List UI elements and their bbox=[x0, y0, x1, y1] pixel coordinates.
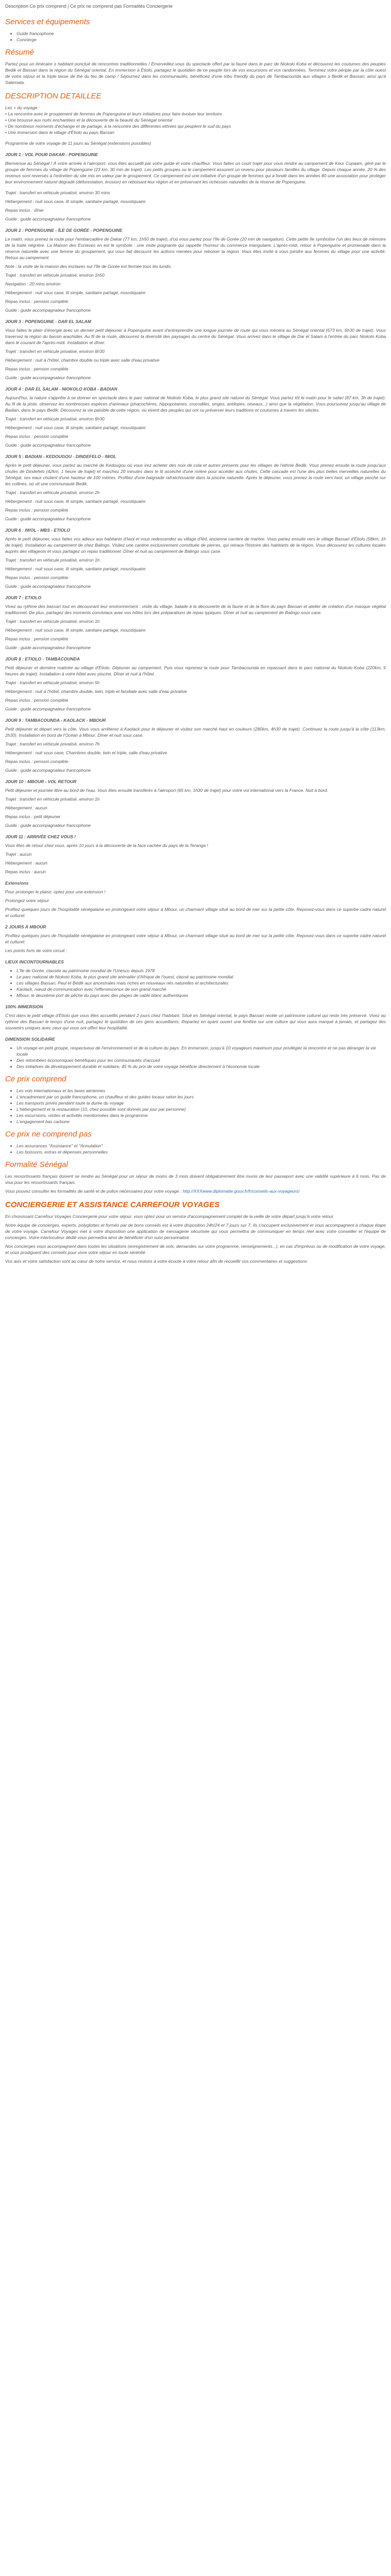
breadcrumb: Description Ce prix comprend | Ce prix ne comprend pas Formalités Conciergerie bbox=[5, 4, 173, 9]
day-text: Petit déjeuner et dernière matinée au village d'Étiolo. Déjeuner au campement. Puis vous reprenez la route pour Tambacounda en repassant dans le parc national du Niokolo Koba (220km, 5 heures de trajet). Installation à votre hôtel avec piscine. Dîner et nuit à l'hôtel. bbox=[5, 665, 386, 676]
list-item: • Des initiatives de développement durable et solidaire, 45 % du prix de votre voyage bénéficie directement à l'économie locale bbox=[17, 1063, 386, 1070]
dimension-title: DIMENSION SOLIDAIRE bbox=[5, 1037, 55, 1042]
day-repas: Repas inclus : aucun bbox=[5, 869, 46, 874]
day-text: Vivez au rythme des bassari tout en découvrant leur environnement : visite du village, balade à la découverte de la faune et de la flore du pays Bassari et atelier de création d'un masque végétal traditionnel. De plus, partagez des moments conviviaux avec vos hôtes lors des préparations de repas typiques. Dîner et nuit au campement de Balingo sous case. bbox=[5, 604, 386, 615]
section-heading-formalite: Formalité Sénégal bbox=[5, 1160, 68, 1169]
day-title: JOUR 11 : ARRIVÉE CHEZ VOUS ! bbox=[5, 834, 76, 839]
lieux-list bbox=[5, 968, 386, 998]
day-text: Vous faites le plein d'énergie avec un dernier petit déjeuner à Popenguine avant d'entreprendre une longue journée de route qui vous mènera au Sénégal oriental (673 km, 6h30 de trajet). Vous traversez la région du bassin arachidier. Au fil de la route, découvrez la diversité des paysages du centre du Sénégal. Vous arrivez dans le village de Dar el Salam à l'entrée du parc Niokolo Koba dans le courant de l'après-midi. Installation et dîner. bbox=[5, 328, 386, 345]
day-repas: Repas inclus : pension complète bbox=[5, 299, 69, 304]
day-title: JOUR 2 : POPENGUINE - ÎLE DE GORÉE - POPENGUINE bbox=[5, 228, 123, 233]
formalite-site-label: Vous pouvez consulter les formalités de santé et de police nécessaires pour votre voyage : bbox=[5, 1189, 183, 1194]
day-hebergement: Hébergement : nuit à l'hôtel, chambre double ou triple avec salle d'eau privative bbox=[5, 358, 160, 363]
description-highlight: • De nombreux moments d'échange et de partage, à la rencontre des différentes ethnies qui peuplent le sud du pays bbox=[5, 124, 231, 129]
strong-points-label: Les points forts de votre circuit : bbox=[5, 948, 67, 953]
day-transport: Trajet : aucun bbox=[5, 852, 32, 857]
beach-text: Profitez quelques jours de l'hospitalité sénégalaise en prolongeant votre séjour à Mbour, un charmant village situé au bord de mer sur la petite côte. Reposez-vous dans ce superbe cadre naturel et culturel. bbox=[5, 933, 386, 944]
day-text: Bienvenue au Sénégal ! À votre arrivée à l'aéroport, vous êtes accueilli par votre guide et votre chauffeur. Vous faites un court trajet pour vous rendre au campement de Keur Cupaam, géré par le groupe de femmes du village de Popenguine (23 km, 30 min de trajet). Les petits groupes ou le campement assurent un revenu pour plusieurs familles du village. Depuis chaque année, 20 % des revenus sont reversés à l'entretien du site mis en valeur par le groupement. Ce campement est une initiative d'un groupe de femmes qui a fondé dans les années 80 une association pour protéger leur environnement naturel dégradé (déforestation, érosion) en reboisant leur région et en préservant les richesses naturelles de la réserve de Popenguine. bbox=[5, 161, 386, 184]
list-item: • L'encadrement par un guide francophone, un chauffeur et des guides locaux selon les jours bbox=[17, 1094, 386, 1100]
day-title: JOUR 1 : VOL POUR DAKAR - POPENGUINE bbox=[5, 152, 98, 157]
day-guide: Guide : guide accompagnateur francophone bbox=[5, 706, 91, 711]
day-repas: Repas inclus : pension complète bbox=[5, 575, 69, 580]
lieux-title: LIEUX INCONTOURNABLES bbox=[5, 959, 64, 964]
day-text: Le matin, vous prenez la route pour l'embarcadère de Dakar (77 km, 1h50 de trajet), d'où vous partez pour l'île de Gorée (20 min de navigation). Cette petite île symbolise l'un des lieux de mémoire de la traite négrière. La Maison des Esclaves en est le symbole : une visite poignante qui rappelle l'horreur du commerce triangulaire. L'après-midi, retour à Popenguine et promenade dans la réserve naturelle avec une femme du groupement, qui vous fait découvrir les actions menées pour reboiser la région. Vous êtes invité à vous joindre aux femmes du village pour une activité. Retour au campement. bbox=[5, 236, 386, 260]
day-repas: Repas inclus : pension complète bbox=[5, 434, 69, 439]
day-transport: Trajet : transfert en véhicule privatisé, environ 6h30 bbox=[5, 416, 105, 421]
day-repas: Repas inclus : dîner bbox=[5, 208, 44, 213]
day-transport: Trajet : transfert en véhicule privatisé, environ 1h50 bbox=[5, 273, 105, 278]
list-item: • Mbour, le deuxième port de pêche du pays avec des plages de sable blanc authentiques bbox=[17, 992, 386, 998]
day-title: JOUR 10 : MBOUR - VOL RETOUR bbox=[5, 779, 77, 784]
formalite-site bbox=[5, 1188, 386, 1194]
formalite-text: Les ressortissants français doivent se rendre au Sénégal pour un séjour de moins de 3 mois doivent obligatoirement être munis de leur passeport avec une validité supérieure à 6 mois. Pas de visa pour les ressortissants français. bbox=[5, 1174, 386, 1185]
list-item: • Le parc national de Niokolo Koba, le plus grand site animalier d'Afrique de l'ouest, classé au patrimoine mondial bbox=[17, 974, 386, 980]
day-title: JOUR 8 : ETIOLO - TAMBACOUNDA bbox=[5, 656, 80, 662]
day-hebergement: Hébergement : nuit sous case, lit simple, sanitaire partagé, moustiquaire bbox=[5, 425, 146, 430]
extensions-label: Prolongez votre séjour bbox=[5, 898, 50, 903]
day-guide: Guide : guide accompagnateur francophone bbox=[5, 375, 91, 380]
list-item: • Les vols internationaux et les taxes aériennes bbox=[17, 1088, 386, 1094]
day-hebergement: Hébergement : nuit sous case, lit simple, sanitaire partagé, moustiquaire bbox=[5, 290, 146, 295]
list-item: • Les villages Bassari, Peul et Bedik aux ancestrales mais riches en nouveaux nés naturelles et architecturales bbox=[17, 980, 386, 986]
conciergerie-paragraph: Nos concierges vous accompagnent dans toutes les situations (enregistrement de vols, demandes sur votre programme, renseignements...), en cas d'imprévus ou de modification de votre voyage, et vous prodiguent des conseils pour vivre votre séjour en toute sérénité. bbox=[5, 1244, 386, 1255]
day-transport: Trajet : transfert en véhicule privatisé, environ 2h bbox=[5, 490, 100, 495]
day-title: JOUR 9 : TAMBACOUNDA - KAOLACK - MBOUR bbox=[5, 718, 106, 723]
day-guide: Guide : guide accompagnateur francophone bbox=[5, 584, 91, 589]
conciergerie-paragraph: Vos avis et votre satisfaction sont au cœur de notre service, et nous restons à votre écoute à votre retour afin de recueillir vos commentaires et suggestions. bbox=[5, 1259, 308, 1264]
visa-link[interactable]: http://XXXwww.diplomatie.gouv.fr/fr/conseils-aux-voyageurs/ bbox=[183, 1189, 300, 1194]
section-heading-resume: Résumé bbox=[5, 48, 34, 57]
day-hebergement: Hébergement : nuit sous case, lit simple, sanitaire partagé, moustiquaire bbox=[5, 628, 146, 633]
day-title: JOUR 5 : BADIAN - KEDOUGOU - DINDEFELO - IWOL bbox=[5, 454, 117, 459]
day-hebergement: Hébergement : nuit sous case, lit simple, sanitaire partagé, moustiquaire bbox=[5, 199, 146, 204]
day-transport: Trajet : transfert en véhicule privatisé, environ 1h bbox=[5, 619, 100, 624]
beach-title: 2 JOURS À MBOUR bbox=[5, 924, 46, 929]
list-item: • L'engagement bas carbone bbox=[17, 1118, 386, 1125]
day-guide: Guide : guide accompagnateur francophone bbox=[5, 823, 91, 828]
day-transport: Trajet : transfert en véhicule privatisé, environ 1h bbox=[5, 557, 100, 563]
day-repas: Repas inclus : pension complète bbox=[5, 698, 69, 703]
description-highlight: • La rencontre avec le groupement de femmes de Popenguine et leurs initiatives pour faire évoluer leur territoire bbox=[5, 111, 222, 116]
day-text: Après le petit déjeuner, vous partez au marché de Kedougou où vous irez acheter des noix de cola et autres présents pour les villages de l'ethnie Bedik. Vous prenez ensuite la route jusqu'aux chutes de Dindefelo (42km, 1 heure de trajet) et marchez 20 minutes dans le lit asséché d'une rivière pour accéder aux chutes. Cette cascade est l'une des plus belles merveilles naturelles du Sénégal, ses eaux chutent d'une hauteur de 100 mètres. Profitez d'une baignade rafraîchissante dans la piscine naturelle. Après le déjeuner, vous prenez la route vers Iwol, un village perché sur les collines, où vit une communauté Bedik. bbox=[5, 463, 386, 486]
day-transport: Trajet : transfert en véhicule privatisé, environ 30 mins bbox=[5, 190, 110, 195]
day-text: Petit déjeuner et journée libre au bord de l'eau. Vous êtes ensuite transférés à l'aéroport (65 km, 1h30 de trajet) pour votre vol international vers la France. Nuit à bord. bbox=[5, 788, 329, 793]
authentic-text: C'est dans le petit village d'Étiolo que vous êtes accueillis pendant 2 jours chez l'habitant. Situé en Sénégal oriental, le pays Bassari recèle un patrimoine culturel qui reste très préservé. Vivez au rythme des Bassari le temps d'une nuit, partagez le quotidien de ces gens accueillants. Repartez en ayant ouvert une fenêtre sur une culture qui vous aura marqué à jamais, et partagez des souvenirs uniques avec ceux qui vous ont offert leur hospitalité. bbox=[5, 1013, 386, 1030]
extensions-text: Profitez quelques jours de l'hospitalité sénégalaise en prolongeant votre séjour à Mbour, un charmant village situé au bord de mer sur la petite côte. Reposez-vous dans ce superbe cadre naturel et culturel. bbox=[5, 907, 386, 918]
description-highlight: • Une immersion dans le village d'Étiolo au pays Bassari bbox=[5, 130, 115, 135]
list-item: • Un voyage en petit groupe, respectueux de l'environnement et de la culture du pays. En immersion, jusqu'à 10 voyageurs maximum pour privilégier la rencontre et ne pas déranger la vie locale bbox=[17, 1045, 386, 1057]
list-item: • L'hébergement et la restauration (10, chez possible sont donnés par jour par personne) bbox=[17, 1106, 386, 1112]
dimension-list bbox=[5, 1045, 386, 1070]
section-heading-description: DESCRIPTION DETAILLEE bbox=[5, 92, 102, 100]
day-guide: Guide : guide accompagnateur francophone bbox=[5, 308, 91, 313]
day-text: Aujourd'hui, la nature s'apprête à se donner en spectacle dans le parc national de Niokolo Koba, le plus grand site naturel du Sénégal. Vous partez tôt le matin pour le safari (87 km, 3h de trajet). Au fil de la piste, observez les nombreuses espèces d'animaux (phacochères, hippopotames, crocodiles, singes, antilopes, oiseaux...) ainsi que la végétation. Vous poursuivez jusqu'au village de Badian, dans le pays Bedik. Découvrez la vie paisible de cette région, où vivent des peuples qui ont su préserver leurs traditions et coutumes à travers les siècles. bbox=[5, 395, 386, 413]
day-navigation: Navigation : 20 mins environ bbox=[5, 281, 61, 286]
section-heading-conciergerie: CONCIERGERIE ET ASSISTANCE CARREFOUR VOYAGES bbox=[5, 1200, 220, 1209]
list-item: • Les assurances "Assistance" et "Annulation" bbox=[17, 1143, 386, 1149]
description-highlight: • Une brousse aux nuits enchantées et la découverte de la beauté du Sénégal oriental bbox=[5, 117, 172, 123]
day-guide: Guide : guide accompagnateur francophone bbox=[5, 768, 91, 773]
list-item: • Les excursions, visites et activités mentionnées dans le programme bbox=[17, 1112, 386, 1118]
day-repas: Repas inclus : pension complète bbox=[5, 507, 69, 513]
conciergerie-paragraph: En choisissant Carrefour Voyages Conciergerie pour votre séjour, vous optez pour un service d'accompagnement complet de la veille de votre départ jusqu'à votre retour. bbox=[5, 1214, 335, 1219]
day-hebergement: Hébergement : nuit sous case, lit simple, sanitaire partagé, moustiquaire bbox=[5, 566, 146, 571]
day-title: JOUR 4 : DAR EL SALAM - NIOKOLO KOBA - BADIAN bbox=[5, 386, 118, 392]
day-hebergement: Hébergement : aucun bbox=[5, 805, 47, 810]
day-transport: Trajet : transfert en véhicule privatisé, environ 5h bbox=[5, 680, 100, 685]
list-item: • Les transports privés pendant toute la durée du voyage bbox=[17, 1100, 386, 1106]
day-transport: Trajet : transfert en véhicule privatisé, environ 6h30 bbox=[5, 349, 105, 354]
prix-comprend-list bbox=[5, 1088, 386, 1125]
section-heading-prix-ne-comprend: Ce prix ne comprend pas bbox=[5, 1130, 92, 1139]
services-list bbox=[5, 30, 386, 43]
day-repas: Repas inclus : pension complète bbox=[5, 759, 69, 764]
day-text: Pour prolonger le plaisir, optez pour une extension ! bbox=[5, 889, 106, 894]
day-guide: Guide : guide accompagnateur francophone bbox=[5, 516, 91, 521]
day-transport: Trajet : transfert en véhicule privatisé, environ 1h bbox=[5, 796, 100, 802]
day-guide: Guide : guide accompagnateur francophone bbox=[5, 216, 91, 222]
day-title: JOUR 3 : POPENGUINE - DAR EL SALAM bbox=[5, 319, 91, 324]
day-repas: Repas inclus : pension complète bbox=[5, 636, 69, 641]
day-text: Après le petit déjeuner, vous faites vos adieux aux habitants d'Iwol et vous redescendez au village d'Iéd, ancienne carrière de marbre. Vous partez ensuite vers le village Bassari d'Étiolo (58km, 1h de trajet). Installation au campement de chez Balingo. Visitez une cantine exclusivement constituée de pierres, qui retrace l'histoire des habitants de la région. Vous découvrez les cultures locales auprès des villageois et vous partagez un repas traditionnel. Dîner et nuit au campement de Balingo sous case. bbox=[5, 536, 386, 554]
list-item: • Kaolack, nœud de communication avec l'effervescence de son grand marché bbox=[17, 986, 386, 992]
day-title: JOUR 7 : ETIOLO bbox=[5, 595, 41, 600]
day-repas: Repas inclus : petit déjeuner bbox=[5, 814, 61, 819]
section-heading-prix-comprend: Ce prix comprend bbox=[5, 1075, 67, 1083]
day-hebergement: Hébergement : aucun bbox=[5, 860, 47, 866]
section-heading-services: Services et équipements bbox=[5, 18, 90, 26]
day-note: Note : la visite de la maison des esclaves sur l'île de Gorée est fermée tous les lundis. bbox=[5, 264, 172, 269]
prix-ne-comprend-list bbox=[5, 1143, 386, 1155]
day-hebergement: Hébergement : nuit sous case, Chambres double, twin et triple, salle d'eau privative bbox=[5, 750, 167, 755]
day-hebergement: Hébergement : nuit sous case, lit simple, sanitaire partagé, moustiquaire bbox=[5, 499, 146, 504]
list-item: • Concierge bbox=[17, 37, 386, 43]
list-item: • Guide francophone bbox=[17, 30, 386, 37]
program-note: Programme de votre voyage de 11 jours au Sénégal (extensions possibles) bbox=[5, 141, 151, 146]
day-repas: Repas inclus : pension complète bbox=[5, 366, 69, 371]
description-intro: Les + du voyage : bbox=[5, 105, 40, 110]
conciergerie-paragraph: Notre équipe de concierges, experts, polyglottes et formés par de bons conseils est à votre disposition 24h/24 et 7 jours sur 7. Ils s'occupent exclusivement et vous accompagnent à chaque étape de votre voyage. Carrefour Voyages met à votre disposition une application de messagerie sécurisée qui vous permettra de communiquer en temps réel avec votre conseiller et l'équipe de concierges. Votre interlocuteur dédié vous permettra ainsi de bénéficier d'un suivi personnalisé. bbox=[5, 1223, 386, 1240]
resume-paragraph: Partez pour un itinéraire ≥ habitant ponctué de rencontres traditionnelles ! Émerveillez-vous du spectacle offert par la faune dans le parc de Niokolo Koba et découvrez les coutumes des peuples Bedik et Bassari dans la région du Sénégal oriental. En immersion à Étiolo, partagez le quotidien de ce peuple lors de vos excursions et vos randonnées. Terminez votre périple par la côte ouest de votre séjour et la triple tasse de thé du feu de camp ! Séjournez dans les communautés, bénéficiez d'une tribu friendly du pays de Tambacounda aux villages ≥ Bedik et Bassari, ainsi qu'à Salemata. bbox=[5, 61, 386, 85]
list-item: • L'île de Gorée, classée au patrimoine mondial de l'Unesco depuis 1978 bbox=[17, 968, 386, 974]
day-hebergement: Hébergement : nuit à l'hôtel, chambre double, twin, triple et familiale avec salle d'eau privative bbox=[5, 689, 187, 694]
list-item: • Les boissons, extras et dépenses personnelles bbox=[17, 1149, 386, 1155]
day-transport: Trajet : transfert en véhicule privatisé, environ 7h bbox=[5, 741, 100, 747]
day-guide: Guide : guide accompagnateur francophone bbox=[5, 443, 91, 448]
day-title: JOUR 6 : IWOL - MBS - ETIOLO bbox=[5, 528, 70, 533]
day-guide: Guide : guide accompagnateur francophone bbox=[5, 645, 91, 650]
day-title: Extensions bbox=[5, 880, 29, 886]
list-item: • Des retombées économiques bénéfiques pour les communautés d'accueil bbox=[17, 1057, 386, 1063]
authentic-title: 100% IMMERSION bbox=[5, 1004, 43, 1009]
day-text: Vous êtes de retour chez vous, après 10 jours à la découverte de la face cachée du pays de la Teranga ! bbox=[5, 843, 208, 848]
day-text: Petit déjeuner et départ vers la côte. Vous vous arrêterez à Kaolack pour le déjeuner et visitez son marché haut en couleurs (280km, 4h30 de trajet). Continuez la route jusqu'à la côte (113km, 2h30). Installation en bord de l'Océan à Mbour. Dîner et nuit sous case. bbox=[5, 726, 386, 738]
